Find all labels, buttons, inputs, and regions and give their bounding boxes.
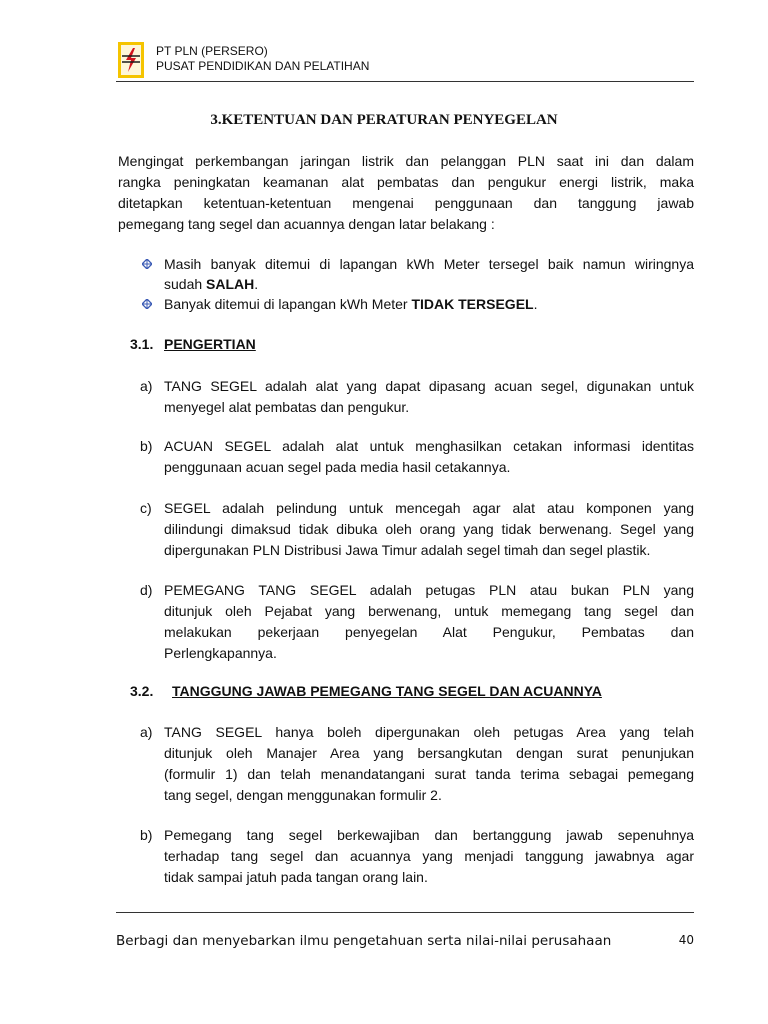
page-number: 40 (678, 933, 694, 947)
footer-text: Berbagi dan menyebarkan ilmu pengetahuan serta nilai-nilai perusahaan (116, 933, 612, 949)
definition-item-c (140, 498, 694, 561)
section-label: TANGGUNG JAWAB PEMEGANG TANG SEGEL DAN ACUANNYA (172, 683, 602, 699)
header-company: PT PLN (PERSERO) (156, 44, 268, 58)
section-number: 3.1. (130, 336, 154, 352)
bullet-line: Masih banyak ditemui di lapangan kWh Meter tersegel baik namun wiringnya (164, 256, 694, 272)
item-line: PEMEGANG TANG SEGEL adalah petugas PLN atau bukan PLN yang (164, 582, 694, 598)
bullet-line: Banyak ditemui di lapangan kWh Meter TIDAK TERSEGEL. (164, 296, 538, 312)
responsibility-item-b (140, 825, 694, 888)
item-line: tidak sampai jatuh pada tangan orang lain. (164, 869, 428, 885)
intro-line: pemegang tang segel dan acuannya dengan latar belakang : (118, 216, 495, 232)
bullet-line: sudah SALAH. (164, 276, 259, 292)
item-line: penggunaan acuan segel pada media hasil cetakannya. (164, 459, 511, 475)
item-line: melakukan pekerjaan penyegelan Alat Pengukur, Pembatas dan (164, 624, 694, 640)
item-line: SEGEL adalah pelindung untuk mencegah agar alat atau komponen yang (164, 500, 694, 516)
background-bullet-list (140, 254, 694, 314)
diamond-bullet-icon (142, 299, 152, 309)
item-line: TANG SEGEL hanya boleh dipergunakan oleh petugas Area yang telah (164, 724, 694, 740)
intro-line: rangka peningkatan keamanan alat pembatas dan pengukur energi listrik, maka (118, 174, 694, 190)
item-line: tang segel, dengan menggunakan formulir 2. (164, 787, 442, 803)
document-title: 3.KETENTUAN DAN PERATURAN PENYEGELAN (210, 112, 558, 128)
bold-salah: SALAH (206, 276, 255, 292)
diamond-bullet-icon (142, 259, 152, 269)
item-letter: b) (140, 438, 153, 454)
item-line: Perlengkapannya. (164, 645, 277, 661)
section-number: 3.2. (130, 683, 154, 699)
bold-tidak-tersegel: TIDAK TERSEGEL (411, 296, 534, 312)
header-unit: PUSAT PENDIDIKAN DAN PELATIHAN (156, 59, 370, 73)
item-letter: a) (140, 724, 153, 740)
item-letter: c) (140, 500, 152, 516)
item-line: dipergunakan PLN Distribusi Jawa Timur adalah segel timah dan segel plastik. (164, 542, 651, 558)
page-header (116, 40, 694, 82)
intro-line: ditetapkan ketentuan-ketentuan mengenai penggunaan dan tanggung jawab (118, 195, 694, 211)
item-letter: b) (140, 827, 153, 843)
item-line: ACUAN SEGEL adalah alat untuk menghasilkan cetakan informasi identitas (164, 438, 694, 454)
intro-paragraph (118, 151, 694, 235)
item-line: menyegel alat pembatas dan pengukur. (164, 399, 410, 415)
intro-line: Mengingat perkembangan jaringan listrik dan pelanggan PLN saat ini dan dalam (118, 153, 694, 169)
section-label: PENGERTIAN (164, 336, 256, 352)
definition-item-d (140, 580, 694, 664)
page-footer (116, 912, 694, 949)
responsibility-item-a (140, 722, 694, 806)
bullet-item (140, 294, 694, 314)
item-line: ditunjuk oleh Pejabat yang berwenang, untuk memegang tang segel dan (164, 603, 694, 619)
section-heading-3-2 (130, 683, 602, 699)
item-letter: a) (140, 378, 153, 394)
item-line: (formulir 1) dan telah menandatangani surat tanda terima sebagai pemegang (164, 766, 694, 782)
definition-item-b (140, 436, 694, 478)
item-line: Pemegang tang segel berkewajiban dan bertanggung jawab sepenuhnya (164, 827, 694, 843)
pln-lightning-logo-icon (118, 42, 144, 78)
item-line: dilindungi dimaksud tidak dibuka oleh orang yang tidak berwenang. Segel yang (164, 521, 694, 537)
item-line: ditunjuk oleh Manajer Area yang bersangkutan dengan surat penunjukan (164, 745, 694, 761)
item-line: TANG SEGEL adalah alat yang dapat dipasang acuan segel, digunakan untuk (164, 378, 694, 394)
item-line: terhadap tang segel dan acuannya yang menjadi tanggung jawabnya agar (164, 848, 694, 864)
section-heading-3-1 (130, 336, 256, 352)
definition-item-a (140, 376, 694, 418)
bullet-item (140, 254, 694, 294)
item-letter: d) (140, 582, 153, 598)
